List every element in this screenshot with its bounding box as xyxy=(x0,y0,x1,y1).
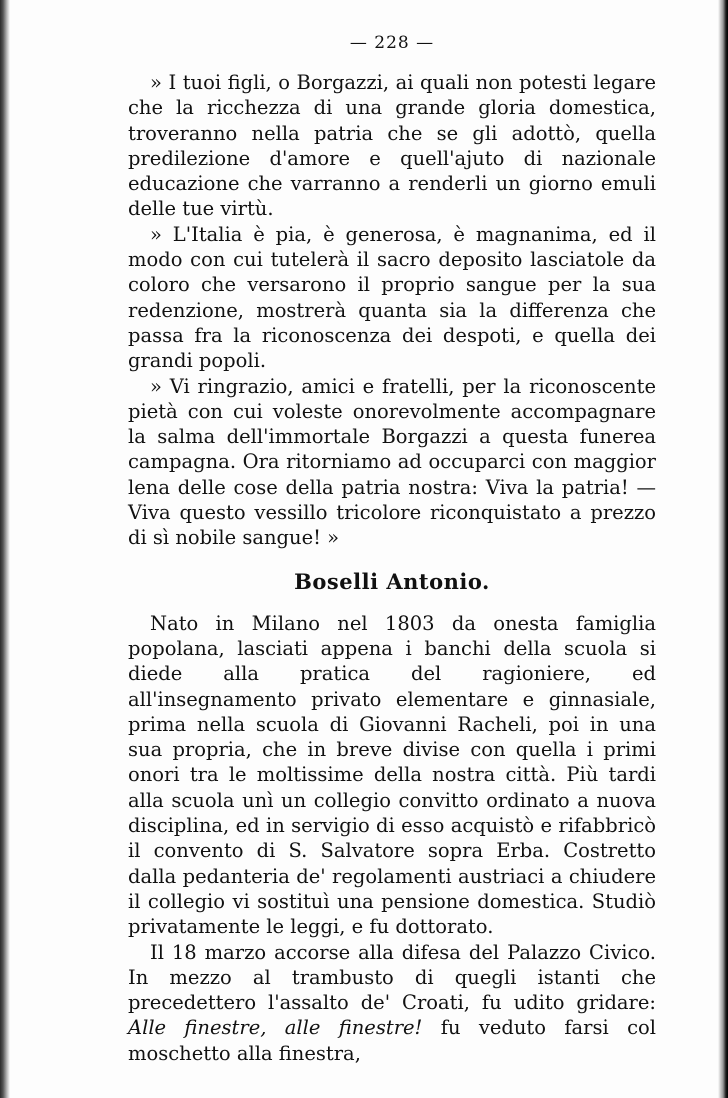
paragraph-italia: » L'Italia è pia, è generosa, è magnanima, ed il modo con cui tutelerà il sacro deposito lasciatole da coloro che versarono il proprio sangue per la sua redenzione, mostrerà quanta sia la differenza che passa fra la riconoscenza dei despoti, e quella dei grandi popoli. xyxy=(128,222,656,373)
paragraph-18-marzo-tail: fu veduto farsi col moschetto alla finestra, xyxy=(128,1016,656,1065)
paragraph-ringrazio: » Vi ringrazio, amici e fratelli, per la riconoscente pietà con cui voleste onorevolmente accompagnare la salma dell'immortale Borgazzi a questa funerea campagna. Ora ritorniamo ad occuparci con maggior lena delle cose della patria nostra: Viva la patria! — Viva questo vessillo tricolore riconquistato a prezzo di sì nobile sangue! » xyxy=(128,374,656,550)
paragraph-18-marzo-text: Il 18 marzo accorse alla difesa del Palazzo Civico. In mezzo al trambusto di quegli istanti che precedettero l'assalto de' Croati, fu udito gridare: xyxy=(128,940,656,1015)
page-right-edge xyxy=(718,0,728,1098)
paragraph-18-marzo xyxy=(128,940,656,1066)
paragraph-biography: Nato in Milano nel 1803 da onesta famiglia popolana, lasciati appena i banchi della scuola si diede alla pratica del ragioniere, ed all'insegnamento privato elementare e ginnasiale, prima nella scuola di Giovanni Racheli, poi in una sua propria, che in breve divise con quella i primi onori tra le moltissime della nostra città. Più tardi alla scuola unì un collegio convitto ordinato a nuova disciplina, ed in servigio di esso acquistò e rifabbricò il convento di S. Salvatore sopra Erba. Costretto dalla pedanteria de' regolamenti austriaci a chiudere il collegio vi sostituì una pensione domestica. Studiò privatamente le leggi, e fu dottorato. xyxy=(128,611,656,939)
paragraph-figli: » I tuoi figli, o Borgazzi, ai quali non potesti legare che la ricchezza di una grande gloria domestica, troveranno nella patria che se gli adottò, quella predilezione d'amore e quell'ajuto di nazionale educazione che varranno a renderli un giorno emuli delle tue virtù. xyxy=(128,71,656,221)
quote-alle-finestre: Alle finestre, alle finestre! xyxy=(128,1016,423,1040)
page-left-edge xyxy=(0,0,10,1098)
page-text-block xyxy=(128,32,656,1066)
section-heading: Boselli Antonio. xyxy=(294,568,490,594)
page-number: — 228 — xyxy=(349,33,435,53)
